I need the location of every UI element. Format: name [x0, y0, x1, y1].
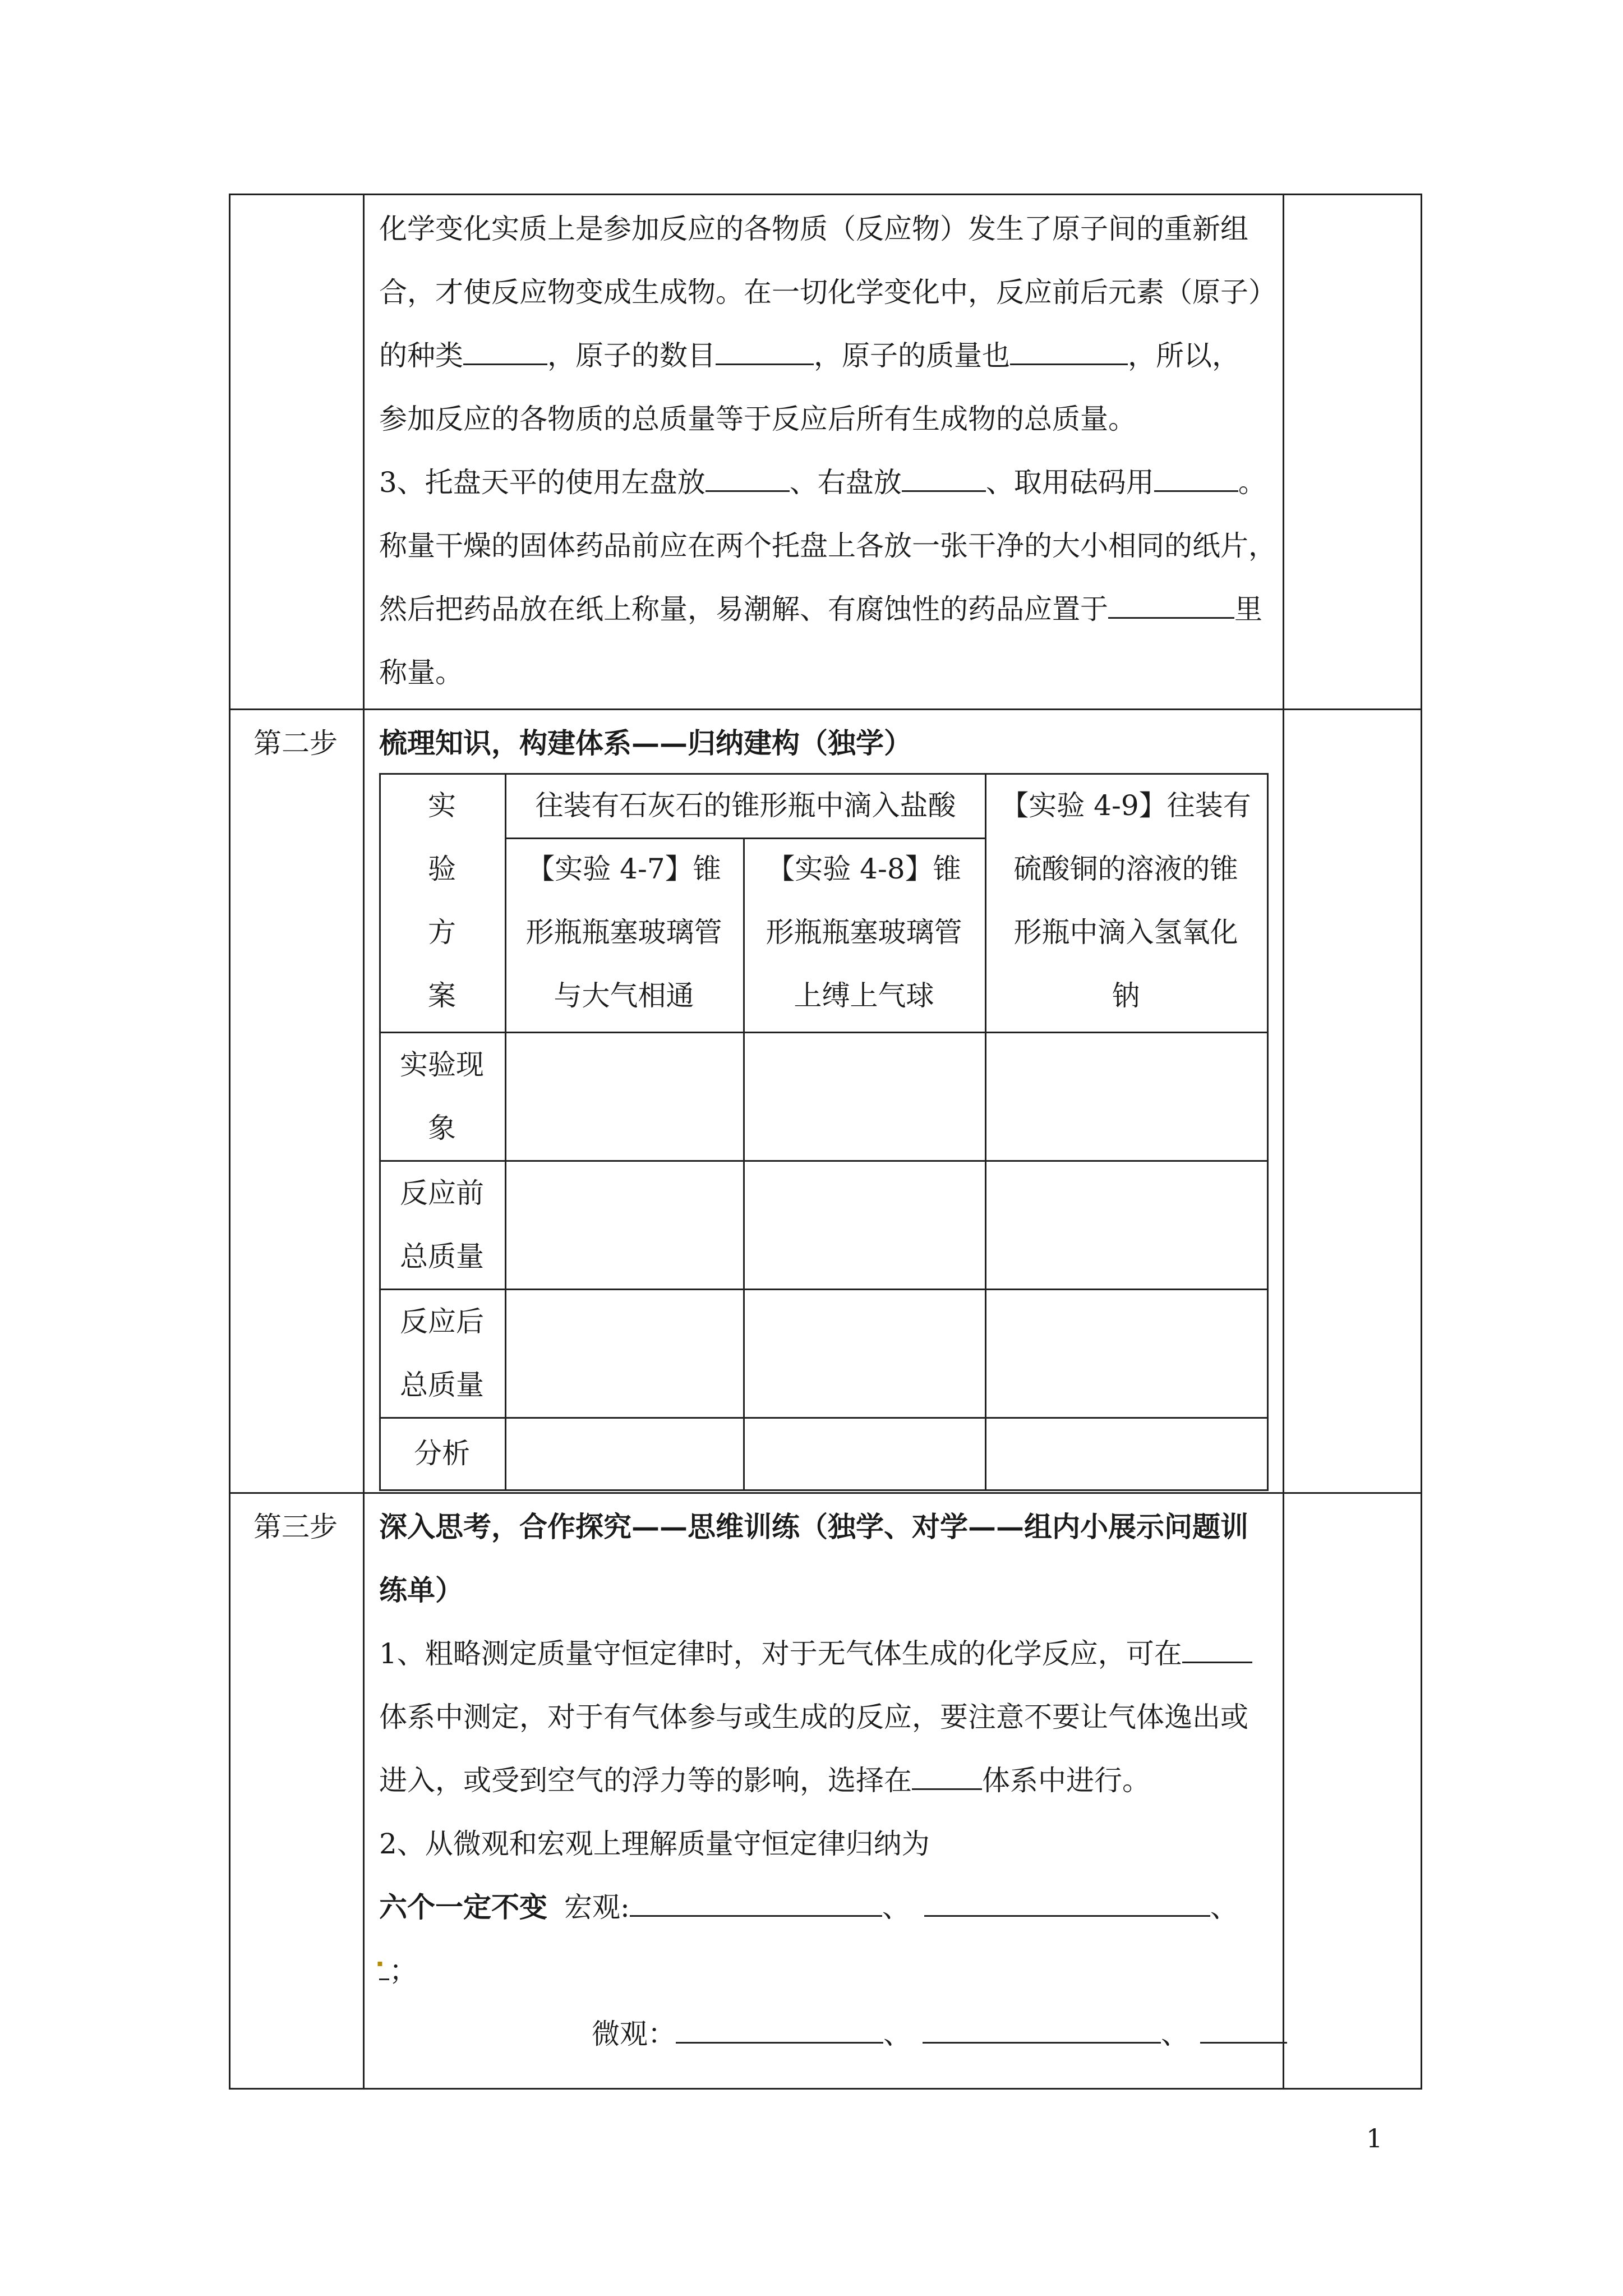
table-right-border [1421, 194, 1422, 2090]
inner-row-line-4 [379, 1417, 1269, 1419]
blank-left-pan[interactable] [706, 466, 790, 492]
table-top-border [229, 194, 1422, 195]
section1-line1: 化学变化实质上是参加反应的各物质（反应物）发生了原子间的重新组 [379, 213, 1248, 245]
step3-label: 第三步 [253, 1511, 338, 1543]
exp7-line3: 与大气相通 [554, 979, 694, 1012]
inner-row-line-2 [379, 1160, 1269, 1162]
table-bottom-border [229, 2088, 1422, 2090]
six-constants-label: 六个一定不变 [379, 1890, 547, 1924]
blank-atom-count[interactable] [716, 339, 814, 365]
exp8-line3: 上缚上气球 [794, 979, 934, 1012]
macro-label: 宏观: [564, 1891, 630, 1924]
blank-species[interactable] [463, 339, 547, 365]
micro-label: 微观： [592, 2018, 676, 2050]
section3-heading-line1: 深入思考，合作探究——思维训练（独学、对学——组内小展示问题训 [379, 1510, 1248, 1543]
blank-weights[interactable] [1154, 466, 1238, 492]
plan-label-char-4: 案 [428, 979, 456, 1012]
group-header-limestone: 往装有石灰石的锥形瓶中滴入盐酸 [535, 789, 956, 822]
table-left-border [229, 194, 230, 2090]
inner-row-line-1 [379, 1032, 1269, 1033]
text-place-drug: 然后把药品放在纸上称量，易潮解、有腐蚀性的药品应置于 [379, 593, 1108, 625]
exp7-line2: 形瓶瓶塞玻璃管 [525, 916, 722, 949]
blank-macro-2[interactable] [924, 1890, 1210, 1917]
row-divider-step3 [229, 1492, 1422, 1494]
text-species: 的种类 [379, 339, 463, 372]
step2-label: 第二步 [253, 727, 338, 760]
q1-line3-end: 体系中进行。 [982, 1764, 1150, 1797]
q1-line1 [379, 1637, 1252, 1671]
q1-line3-text: 进入，或受到空气的浮力等的影响，选择在 [379, 1764, 912, 1797]
text-period: 。 [1238, 466, 1266, 499]
inner-table-right [1267, 773, 1269, 1491]
plan-label-char-3: 方 [428, 916, 456, 949]
inner-row-line-3 [379, 1289, 1269, 1290]
row-before-line1: 反应前 [400, 1177, 484, 1209]
blank-container[interactable] [1108, 592, 1234, 619]
row-phenomenon-line1: 实验现 [400, 1048, 484, 1081]
exp7-line1: 【实验 4-7】锥 [527, 853, 721, 885]
micro-line [592, 2017, 1287, 2051]
blank-macro-1[interactable] [630, 1890, 882, 1917]
column-divider-1 [363, 194, 365, 2090]
micro-sep-2: 、 [1161, 2018, 1189, 2050]
q1-line2: 体系中测定，对于有气体参与或生成的反应，要注意不要让气体逸出或 [379, 1701, 1248, 1733]
section1-line5 [379, 466, 1266, 499]
exp9-line3: 形瓶中滴入氢氧化 [1013, 916, 1238, 949]
plan-label-char-2: 验 [428, 853, 456, 885]
text-therefore: ，所以， [1128, 339, 1240, 372]
text-atom-mass: ，原子的质量也 [814, 339, 1010, 372]
row-after-line2: 总质量 [400, 1369, 484, 1401]
micro-sep-1: 、 [883, 2018, 911, 2050]
column-divider-2 [1283, 194, 1284, 2090]
inner-table-bottom [379, 1489, 1269, 1491]
blank-right-pan[interactable] [902, 466, 986, 492]
section1-line3 [379, 339, 1240, 372]
blank-micro-3[interactable] [1200, 2017, 1287, 2044]
section1-line7 [379, 592, 1262, 626]
text-atom-count: ，原子的数目 [547, 339, 716, 372]
exp9-line1: 【实验 4-9】往装有 [1000, 789, 1251, 822]
exp9-line4: 钠 [1112, 979, 1140, 1012]
macro-sep-2: 、 [1210, 1891, 1238, 1924]
q2-line1: 2、从微观和宏观上理解质量守恒定律归纳为 [379, 1828, 930, 1860]
section3-heading-line2: 练单） [379, 1573, 463, 1607]
blank-micro-2[interactable] [923, 2017, 1161, 2044]
plan-label-char-1: 实 [428, 789, 456, 822]
section1-line6: 称量干燥的固体药品前应在两个托盘上各放一张干净的大小相同的纸片， [379, 530, 1276, 562]
section1-line4: 参加反应的各物质的总质量等于反应后所有生成物的总质量。 [379, 403, 1136, 435]
q1-text: 1、粗略测定质量守恒定律时，对于无气体生成的化学反应，可在 [379, 1637, 1182, 1670]
text-left-pan: 3、托盘天平的使用左盘放 [379, 466, 706, 499]
row-analysis: 分析 [414, 1437, 470, 1470]
q1-line3 [379, 1764, 1150, 1797]
exp8-line1: 【实验 4-8】锥 [767, 853, 961, 885]
section1-line8: 称量。 [379, 656, 463, 689]
blank-micro-1[interactable] [676, 2017, 883, 2044]
row-before-line2: 总质量 [400, 1240, 484, 1273]
six-constants-line [379, 1890, 1238, 1924]
blank-closed-system-1[interactable] [1182, 1637, 1252, 1663]
text-weights: 、取用砝码用 [985, 466, 1154, 499]
page-number: 1 [1366, 2123, 1383, 2154]
row-divider-step2 [229, 708, 1422, 710]
section1-line2: 合，才使反应物变成生成物。在一切化学变化中，反应前后元素（原子） [379, 276, 1276, 309]
row-phenomenon-line2: 象 [428, 1112, 456, 1144]
macro-end-mark: ； [389, 1954, 417, 1987]
section2-heading: 梳理知识，构建体系——归纳建构（独学） [379, 726, 912, 760]
blank-closed-system-2[interactable] [912, 1764, 982, 1790]
text-inside: 里 [1234, 593, 1262, 625]
row-after-line1: 反应后 [400, 1305, 484, 1338]
blank-atom-mass[interactable] [1010, 339, 1128, 365]
macro-continuation [379, 1954, 417, 1987]
text-right-pan: 、右盘放 [789, 466, 902, 499]
exp8-line2: 形瓶瓶塞玻璃管 [766, 916, 962, 949]
small-marker: ▪ [377, 1958, 383, 1968]
macro-sep-1: 、 [882, 1891, 910, 1924]
exp9-line2: 硫酸铜的溶液的锥 [1013, 853, 1238, 885]
